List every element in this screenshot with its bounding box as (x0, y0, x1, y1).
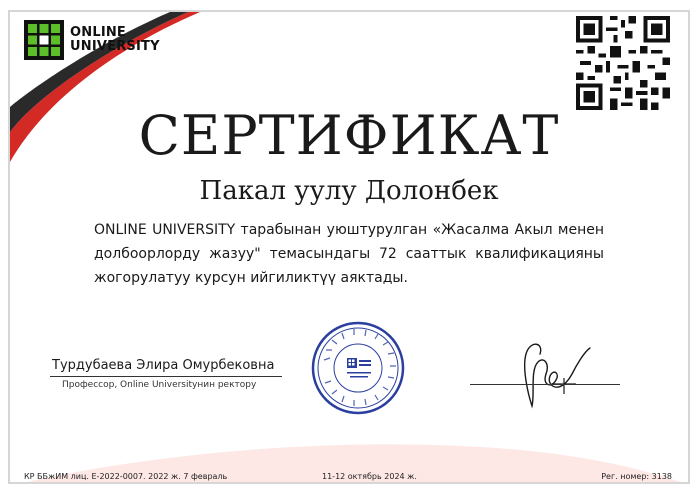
official-stamp-seal (310, 320, 406, 416)
online-university-logo (24, 20, 160, 60)
logo-line-1: ONLINE (70, 25, 127, 40)
handwritten-signature (480, 334, 620, 414)
registration-number: Рег. номер: 3138 (601, 472, 672, 481)
logo-line-2: UNIVERSITY (70, 39, 160, 54)
signatory-name: Турдубаева Элира Омурбековна (52, 358, 275, 373)
signatory-underline (50, 376, 282, 377)
recipient-name: Пакал уулу Долонбек (199, 176, 499, 206)
course-dates: 11-12 октябрь 2024 ж. (322, 472, 417, 481)
license-info: КР ББжИМ лиц. Е-2022-0007. 2022 ж. 7 февраль (24, 472, 228, 481)
signature-line (470, 384, 620, 385)
logo-text (70, 26, 160, 54)
signatory-position: Профессор, Online Universityнин ректору (62, 380, 257, 390)
certificate-frame (8, 10, 690, 484)
certificate-title: СЕРТИФИКАТ (138, 104, 560, 167)
logo-grid-icon (24, 20, 64, 60)
certificate-body-text: ONLINE UNIVERSITY тарабынан уюштурулган «Жасалма Акыл менен долбоорлорду жазуу" темасындагы 72 сааттык квалификацияны жогорулатуу курсун ийгиликтүү аяктады. (94, 222, 604, 286)
qr-code-icon (576, 16, 670, 110)
